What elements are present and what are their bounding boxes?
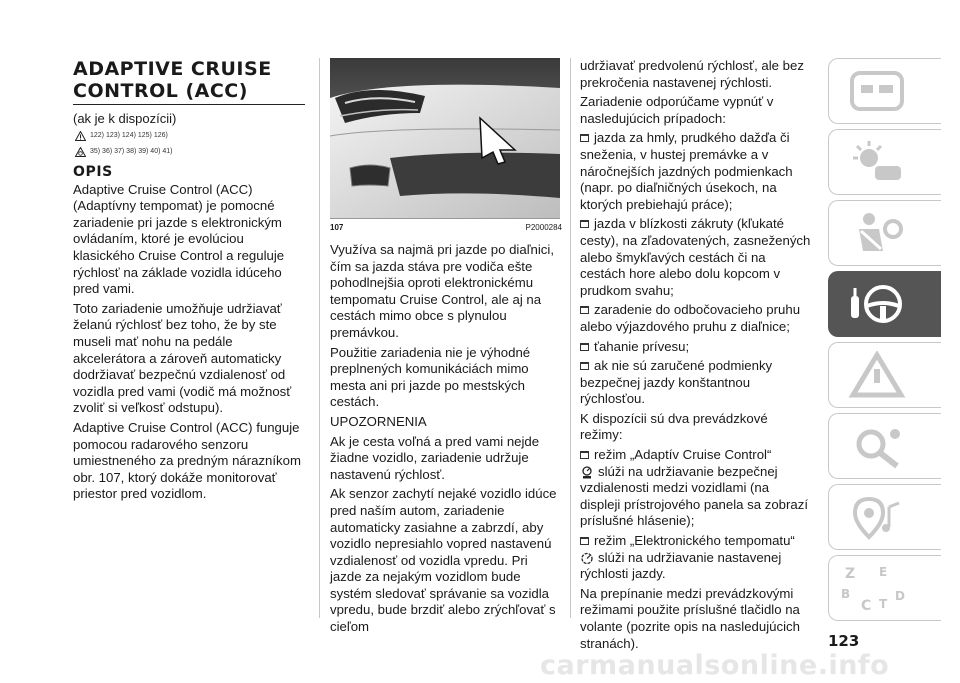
- bullet-icon: [580, 220, 589, 228]
- title-line-1: ADAPTIVE CRUISE: [73, 58, 272, 80]
- tab-warning-lights[interactable]: [828, 129, 941, 195]
- bullet-icon: [580, 343, 589, 351]
- media-location-icon: [847, 493, 907, 541]
- bullet-icon: [580, 451, 589, 459]
- index-letter: E: [879, 565, 888, 579]
- index-letter: T: [879, 597, 888, 611]
- mode-2-desc-text: slúži na udržiavanie nastavenej rýchlosti jazdy.: [580, 549, 782, 582]
- warnings-label: UPOZORNENIA: [330, 413, 427, 429]
- index-letter: D: [895, 589, 905, 603]
- caution-ref-numbers: 35) 36) 37) 38) 39) 40) 41): [90, 148, 173, 156]
- column-2: [330, 58, 562, 639]
- emergency-triangle-icon: [847, 351, 907, 399]
- caution-icon: [75, 147, 86, 157]
- page-number: 123: [828, 632, 860, 650]
- tab-servicing-and-care[interactable]: [828, 413, 941, 479]
- list-item: [580, 130, 812, 213]
- paragraph: Ak je cesta voľná a pred vami nejde žiadne vozidlo, zariadenie udržuje nastavenú rýchlosť.: [330, 433, 540, 482]
- paragraph: Na prepínanie medzi prevádzkovými režimami použite príslušné tlačidlo na volante (pozrite opis na nasledujúcich stranách).: [580, 585, 800, 651]
- warning-ref-numbers: 122) 123) 124) 125) 126): [90, 132, 168, 140]
- tab-starting-and-driving[interactable]: [828, 271, 941, 337]
- airbag-safety-icon: [847, 209, 907, 257]
- adaptive-cruise-icon: [580, 466, 594, 479]
- mode-2-item: [580, 533, 812, 550]
- list-item: [580, 339, 812, 356]
- paragraph: udržiavať predvolenú rýchlosť, ale bez prekročenia nastavenej rýchlosti.: [580, 58, 804, 90]
- title-line-2: CONTROL (ACC): [73, 80, 248, 102]
- mode-2-description: [580, 550, 812, 583]
- bullet-list: [580, 130, 812, 408]
- car-dashboard-icon: [847, 67, 907, 115]
- figure-number: 107: [330, 223, 344, 232]
- tab-multimedia[interactable]: [828, 484, 941, 550]
- column-divider: [319, 58, 320, 618]
- paragraph: Ak senzor zachytí nejaké vozidlo idúce pred naším autom, zariadenie automaticky zasiahne a zabrzdí, aby vozidlo nepresiahlo vopred nastavenú vzdialenosť od vozidla vpredu. Pri jazde za nejakým vozidlom bude systém sledovať správanie sa vozidla vpredu, bude brzdiť alebo zrýchľovať s cieľom: [330, 486, 557, 635]
- list-item: [580, 216, 812, 299]
- list-item-text: ťahanie prívesu;: [594, 338, 690, 354]
- description-heading: OPIS: [73, 163, 113, 180]
- warning-triangle-icon: [75, 131, 86, 141]
- alphabet-index-icon: [839, 562, 909, 614]
- service-wrench-icon: [847, 422, 907, 470]
- section-title: [73, 58, 308, 102]
- tab-knowing-the-car[interactable]: [828, 58, 941, 124]
- car-front-bumper-image: [330, 58, 560, 218]
- mode-1-desc-text: slúži na udržiavanie bezpečnej vzdialenosti medzi vozidlami (na displeji prístrojového panela sa zobrazí príslušné hlásenie);: [580, 463, 808, 529]
- list-item-text: jazda v blízkosti zákruty (kľukaté cesty), na zľadovatených, zasnežených alebo šmykľavých cestách či na cestách hore alebo dolu kopcom v prudkom svahu;: [580, 216, 811, 298]
- list-item-text: jazda za hmly, prudkého dažďa či sneženia, v hustej premávke a v náročnejších jazdných podmienkach (napr. po diaľničných úsekoch, na ktorých prebiehajú práce);: [580, 130, 793, 212]
- column-divider: [570, 58, 571, 618]
- mode-1-label: režim „Adaptív Cruise Control“: [594, 447, 772, 463]
- figure-caption: [330, 223, 562, 232]
- warning-references: [75, 130, 308, 142]
- bullet-icon: [580, 362, 589, 370]
- paragraph: Adaptive Cruise Control (ACC) (Adaptívny tempomat) je pomocné zariadenie pri jazde s elektronickým ovládaním, ktoré je evolúciou klasického Cruise Control a reguluje rýchlosť na základe vozidla idúceho pred vami.: [73, 181, 285, 297]
- mode-1-description: [580, 464, 812, 530]
- availability-note: (ak je k dispozícii): [73, 111, 177, 126]
- paragraph: K dispozícii sú dva prevádzkové režimy:: [580, 410, 768, 443]
- watermark: carmanualsonline.info: [540, 650, 890, 681]
- paragraph: Zariadenie odporúčame vypnúť v nasledujúcich prípadoch:: [580, 94, 774, 126]
- chapter-tabs: [828, 58, 941, 626]
- caution-references: [75, 146, 308, 158]
- bullet-icon: [580, 537, 589, 545]
- list-item: [580, 302, 812, 335]
- tab-safety[interactable]: [828, 200, 941, 266]
- title-underline: [73, 104, 305, 105]
- warning-lights-icon: [847, 138, 907, 186]
- cruise-control-icon: [580, 552, 594, 565]
- index-letter: B: [841, 587, 851, 601]
- paragraph: Adaptive Cruise Control (ACC) funguje pomocou radarového senzoru umiestneného za predným nárazníkom obr. 107, ktorý dokáže monitorovať priestor pred vozidlom.: [73, 419, 301, 502]
- index-letter: C: [861, 598, 872, 614]
- index-letter: Z: [845, 566, 856, 582]
- key-steering-wheel-icon: [847, 280, 907, 328]
- tab-index[interactable]: [828, 555, 941, 621]
- paragraph: Použitie zariadenia nie je výhodné preplnených komunikáciách mimo mesta ani pri jazde po mestských cestách.: [330, 344, 531, 410]
- column-1: [73, 58, 308, 506]
- tab-in-an-emergency[interactable]: [828, 342, 941, 408]
- mode-2-label: režim „Elektronického tempomatu“: [594, 533, 795, 549]
- bullet-icon: [580, 306, 589, 314]
- paragraph: Toto zariadenie umožňuje udržiavať želanú rýchlosť bez toho, že by ste museli mať nohu na pedále akcelerátora a zároveň automaticky dodržiavať bezpečnú vzdialenosť od vozidla pred vami (vodič má možnosť zvoliť si veľkosť odstupu).: [73, 300, 292, 416]
- mode-1-item: [580, 447, 812, 464]
- figure-car-front-radar: [330, 58, 560, 219]
- column-3: [580, 58, 812, 655]
- list-item: [580, 358, 812, 408]
- list-item-text: zaradenie do odbočovacieho pruhu alebo výjazdového pruhu z diaľnice;: [580, 302, 801, 334]
- bullet-icon: [580, 134, 589, 142]
- paragraph: Využíva sa najmä pri jazde po diaľnici, čím sa jazda stáva pre vodiča ešte pohodlnejšia oproti elektronickému tempomatu Cruise Control, ale aj na cestách mimo obce s plynulou premávkou.: [330, 242, 554, 340]
- figure-code: P2000284: [525, 223, 562, 232]
- list-item-text: ak nie sú zaručené podmienky bezpečnej jazdy konštantnou rýchlosťou.: [580, 358, 773, 407]
